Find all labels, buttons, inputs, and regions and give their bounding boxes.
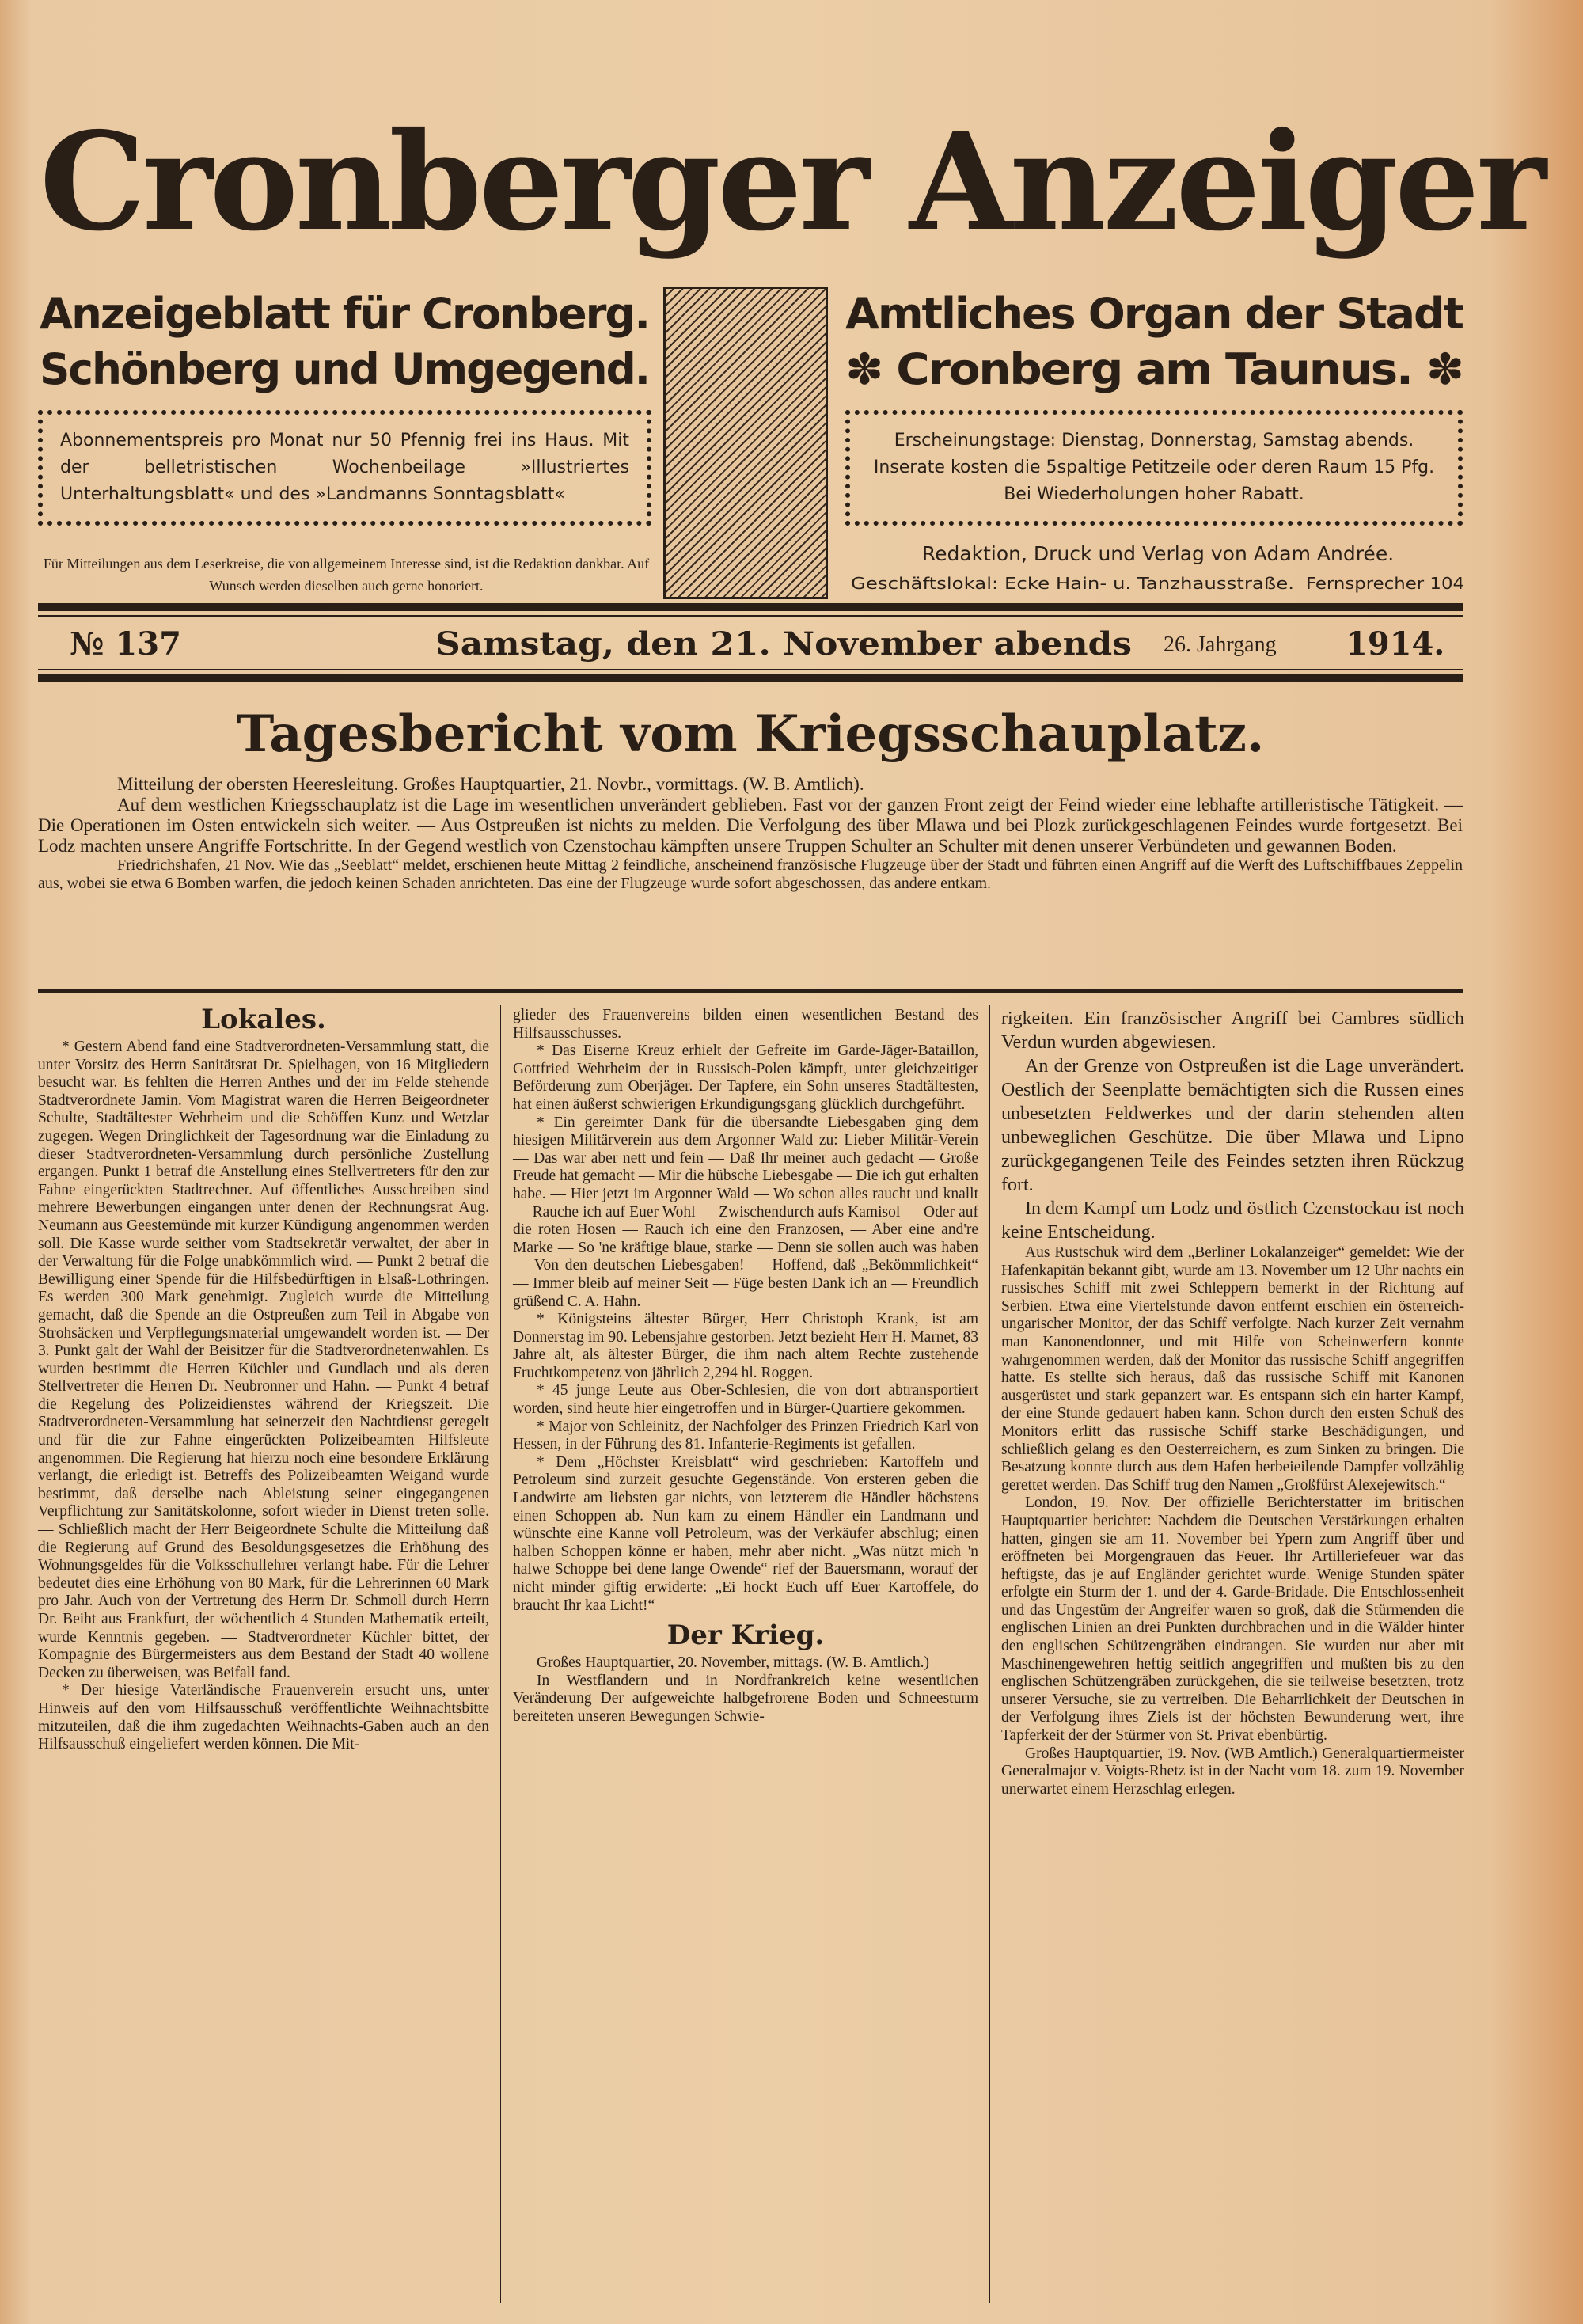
article: * Dem „Höchster Kreisblatt“ wird geschrieben: Kartoffeln und Petroleum sind zurzeit gesuchte Gegenstände. Von ersteren geben die Landwirte am liebsten gar nichts, von letzterem die Händler höchstens einen Schoppen ab. Nun kam zu einem Händler ein Landmann und wünschte eine Kanne voll Petroleum, was der Verkäufer abschlug; einen halben Schoppen könne er haben, mehr aber nicht. „Was nützt mich 'n halwe Schoppe bei dene lange Owende“ rief der Bauersmann, worauf der nicht minder giftig erwiderte: „Ei hockt Euch uff Euer Kartoffele, do braucht Ihr kaa Licht!“ (513, 1453, 978, 1614)
article: * 45 junge Leute aus Ober-Schlesien, die von dort abtransportiert worden, sind heute hier eingetroffen und in Bürger-Quartiere gekommen. (513, 1382, 978, 1418)
reader-note: Für Mitteilungen aus dem Leserkreise, die von allgemeinem Interesse sind, ist die Redaktion dankbar. Auf Wunsch werden dieselben auch gerne honoriert. (43, 556, 650, 594)
issue-rule (38, 674, 1463, 682)
article: An der Grenze von Ostpreußen ist die Lage unverändert. Oestlich der Seenplatte bemächtigten sich die Russen eines unbesetzten Feldwerkes und der darin stehenden alten unbeweglichen Geschütze. Die über Mlawa und Lipno zurückgegangenen Teile des Feindes setzten ihren Rückzug fort. (1001, 1056, 1464, 1195)
office-address: Geschäftslokal: Ecke Hain- u. Tanzhausstraße. (851, 574, 1294, 593)
report-intro: Mitteilung der obersten Heeresleitung. Großes Hauptquartier, 21. Novbr., vormittags. (W. B. Amtlich). (117, 774, 864, 794)
report-headline: Tagesbericht vom Kriegsschauplatz. (236, 704, 1265, 764)
article: In Westflandern und in Nordfrankreich keine wesentlichen Veränderung Der aufgeweichte halbgefrorene Boden und Schneesturm bereiteten unseren Bewegungen Schwie- (513, 1672, 978, 1725)
issue-number: № 137 (70, 625, 181, 663)
section-heading-krieg: Der Krieg. (666, 1620, 825, 1652)
issue-thin-rule (38, 669, 1463, 670)
top-rule (38, 603, 1463, 611)
column-divider (989, 1005, 990, 2303)
issue-date: Samstag, den 21. November abends (435, 625, 1132, 663)
article: Großes Hauptquartier, 20. November, mittags. (W. B. Amtlich.) (537, 1654, 929, 1672)
section-heading-lokales: Lokales. (201, 1004, 326, 1035)
article: * Der hiesige Vaterländische Frauenverein ersucht uns, unter Hinweis auf den vom Hilfsausschuß veröffentlichte Weihnachtsbitte mitzuteilen, daß die ihm zugedachten Weihnachts-Gaben auch an den Hilfsausschuß eingeliefert werden können. Die Mit- (38, 1682, 489, 1753)
column-right (1001, 1007, 1464, 1798)
phone-number: Fernsprecher 104 (1306, 574, 1464, 593)
article: Aus Rustschuk wird dem „Berliner Lokalanzeiger“ gemeldet: Wie der Hafenkapitän bekannt gibt, wurde am 13. November um 12 Uhr nachts ein russisches Schiff mit zwei Schleppern bemerkt in der Richtung auf Serbien. Etwa eine Viertelstunde davon entfernt erschien ein österreich-ungarischer Monitor, der das Schiff verfolgte. Nach kurzer Zeit vernahm man Kanonendonner, und mit Hilfe von Scheinwerfern konnte wahrgenommen werden, daß der Monitor das russische Schiff angegriffen hatte. Es stellte sich heraus, daß das russische Schiff mit Kanonen ausgerüstet und stark gepanzert war. Es entspann sich ein harter Kampf, der eine Stunde gedauert haben kann. Schon durch den ersten Schuß des Monitors erlitt das russische Schiff starke Beschädigungen, und schließlich gelang es den Oesterreichern, es zum Sinken zu bringen. Die Besatzung konnte durch aus dem Hafen herbeieilende Dampfer vollzählig gerettet werden. Das Schiff trug den Namen „Großfürst Alexejewitsch.“ (1001, 1244, 1464, 1494)
article: * Gestern Abend fand eine Stadtverordneten-Versammlung statt, die unter Vorsitz des Herrn Sanitätsrat Dr. Spielhagen, von 16 Mitgliedern besucht war. Es fehlten die Herren Anthes und der im Felde stehende Stadtverordnete Jamin. Vom Magistrat waren die Herren Beigeordneter Schulte, Stadtältester Wehrheim und die Schöffen Kunz und Wetzlar zugegen. Wegen Dringlichkeit der Tagesordnung war die Einladung zu dieser Stadtverordneten-Versammlung durch persönliche Zustellung ergangen. Punkt 1 betraf die Anstellung eines Stellvertreters für den zur Fahne eingerückten Stadtrechner. Auf öffentliches Ausschreiben sind mehrere Bewerbungen eingangen unter denen der Rechnungsrat Aug. Neumann aus Geestemünde mit kurzer Kündigung angenommen werden soll. Die Kasse wurde seither vom Stadtsekretär verwaltet, der aber in der Verwaltung für die Folge unabkömmlich wird. — Punkt 2 betraf die Bewilligung einer Spende für die Hilfsbedürftigen in Elsaß-Lothringen. Es werden 300 Mark genehmigt. Zugleich wurde die Mitteilung gemacht, daß die Spende an die Ostpreußen zum Teil in Abgabe von Strohsäcken und Verpflegungsmaterial umgewandelt worden ist. — Der 3. Punkt galt der Wahl der Beisitzer für die Stadtverordnetenwahlen. Es wurden bestimmt die Herren Küchler und Gundlach und als deren Stellvertreter die Herren Dr. Neubronner und Hahn. — Punkt 4 betraf die Regelung des Polizeidienstes während der Kriegszeit. Die Stadtverordneten-Versammlung hat seinerzeit den Nachtdienst geregelt und für die zur Fahne eingerückten Polizeibeamten Hilfsleute angenommen. Die Regierung hat hierzu noch eine besondere Erklärung verlangt, die erledigt ist. Betreffs des Polizeibeamten Weigand wurde bestimmt, daß derselbe nach Ableistung seiner eingegangenen Verpflichtung zur Sanitätskolonne, sofort wieder in Dienst treten solle. — Schließlich macht der Herr Beigeordnete Schulte die Mitteilung daß die Regierung auf Grund des Besoldungsgesetzes die Erhöhung des Wohnungsgeldes für die Volksschullehrer verlangt habe. Für die Lehrer bedeutet dies eine Erhöhung von 80 Mark, für die Lehrerinnen 60 Mark pro Jahr. Auch von der Vertretung des Herrn Dr. Schmoll durch Herrn Dr. Beiht aus Frankfurt, der wöchentlich 4 Stunden Mathematik erteilt, wurde Kenntnis gegeben. — Stadtverordneter Küchler bittet, der Kompagnie des Bürgermeisters aus dem Bestand der Stadt 40 wollene Decken zu überweisen, was Beifall fand. (38, 1039, 489, 1681)
subtitle-right-1: Amtliches Organ der Stadt (845, 289, 1463, 339)
article: * Major von Schleinitz, der Nachfolger des Prinzen Friedrich Karl von Hessen, in der Führung des 81. Infanterie-Regiments ist gefallen. (513, 1418, 978, 1453)
publication-info-box: Erscheinungstage: Dienstag, Donnerstag, Samstag abends. Inserate kosten die 5spaltige Petitzeile oder deren Raum 15 Pfg. Bei Wiederholungen hoher Rabatt. (845, 410, 1463, 526)
article: glieder des Frauenvereins bilden einen wesentlichen Bestand des Hilfsausschusses. (513, 1007, 978, 1042)
subscription-box: Abonnementspreis pro Monat nur 50 Pfennig frei ins Haus. Mit der belletristischen Wochenbeilage »Illustriertes Unterhaltungsblatt« und des »Landmanns Sonntagsblatt« (38, 410, 651, 526)
article: * Königsteins ältester Bürger, Herr Christoph Krank, ist am Donnerstag im 90. Lebensjahre gestorben. Jetzt bezieht Herr H. Marnet, 83 Jahre alt, als ältester Bürger, die ihm nach altem Rechte zustehende Fruchtkompetenz von jährlich 2,294 hl. Roggen. (513, 1311, 978, 1381)
subtitle-left-1: Anzeigeblatt für Cronberg. (40, 289, 649, 339)
year: 1914. (1346, 625, 1445, 663)
article: Großes Hauptquartier, 19. Nov. (WB Amtlich.) Generalquartiermeister Generalmajor v. Voigts-Rhetz ist in der Nacht vom 18. zum 19. November unerwartet einem Herzschlag erlegen. (1001, 1745, 1464, 1798)
report-paragraph: Auf dem westlichen Kriegsschauplatz ist die Lage im wesentlichen unverändert geblieben. Fast vor der ganzen Front zeigt der Feind wieder eine lebhafte artilleristische Tätigkeit. — Die Operationen im Osten entwickeln sich weiter. — Aus Ostpreußen ist nichts zu melden. Die Verfolgung des über Mlawa und bei Plozk zurückgeschlagenen Feindes wurde fortgesetzt. Bei Lodz machten unsere Angriffe Fortschritte. In der Gegend westlich von Czenstochau kämpften unsere Truppen Schulter an Schulter mit denen unserer Verbündeten und gewannen Boden. (38, 795, 1463, 856)
subtitle-right-2: ✽ Cronberg am Taunus. ✽ (845, 344, 1463, 394)
top-thin-rule (38, 615, 1463, 617)
article: rigkeiten. Ein französischer Angriff bei Cambres südlich Verdun wurden abgewiesen. (1001, 1008, 1464, 1053)
subtitle-left-2: Schönberg und Umgegend. (40, 344, 649, 394)
column-divider (500, 1005, 501, 2303)
masthead-title: Cronberger Anzeiger (40, 103, 1543, 261)
town-tower-emblem (663, 287, 828, 599)
article: * Ein gereimter Dank für die übersandte Liebesgaben ging dem hiesigen Militärverein aus dem Argonner Wald zu: Lieber Militär-Verein — Das war aber nett und fein — Daß Ihr meiner auch gedacht — Große Freude hat gemacht — Mir die hübsche Liebesgabe — Die ich gut erhalten habe. — Hier jetzt im Argonner Wald — Wo schon alles raucht und knallt — Rauche ich auf Euer Wohl — Zwischendurch aufs Kamisol — Oder auf die roten Hosen — Rauch ich eine den Franzosen, — Aber eine and're Marke — So 'ne kräftige blaue, starke — Denn sie sollen auch was haben — Von den deutschen Liebesgaben! — Hoffend, daß „Bekömmlichkeit“ — Immer bleib auf meiner Seit — Füge besten Dank ich an — Freundlich grüßend C. A. Hahn. (513, 1114, 978, 1310)
publisher-line: Redaktion, Druck und Verlag von Adam Andrée. (921, 542, 1395, 565)
column-middle (513, 1007, 978, 1726)
report-paragraph: Friedrichshafen, 21 Nov. Wie das „Seeblatt“ meldet, erschienen heute Mittag 2 feindliche, anscheinend französische Flugzeuge über der Stadt und führten einen Angriff auf die Werft des Luftschiffbaues Zeppelin aus, wobei sie etwa 6 Bomben warfen, die jedoch keinen Schaden anrichteten. Das eine der Flugzeuge wurde sofort abgeschossen, das andere entkam. (38, 856, 1463, 892)
article: In dem Kampf um Lodz und östlich Czenstockau ist noch keine Entscheidung. (1001, 1198, 1464, 1243)
article: London, 19. Nov. Der offizielle Berichterstatter im britischen Hauptquartier berichtet: Nachdem die Deutschen Verstärkungen erhalten hatten, gingen sie am 11. November bei Ypern zum Angriff über und eröffneten bei Morgengrauen das Feuer. Ihr Artilleriefeuer war das heftigste, das je auf Engländer gerichtet wurde. Wenige Stunden später erfolgte ein Sturm der 1. und der 4. Garde-Bridade. Die Entschlossenheit und das Ungestüm der Angreifer waren so groß, daß die Stürmenden die englischen Linien an drei Punkten durchbrachen und in die Wälder hinter den englischen Schützengräben eindrangen. Sie wurden nur aber mit Maschinengewehren heftig seitlich angegriffen und mußten bis zu den englischen Schützengräben zurückgehen, die sie teilweise besetzten, trotz unserer Versuche, sie zu vertreiben. Die Beharrlichkeit der Deutschen in der Verfolgung ihres Ziels ist der höchsten Bewunderung wert, ihre Tapferkeit der der Stürmer von St. Privat ebenbürtig. (1001, 1494, 1464, 1745)
report-rule (38, 989, 1463, 993)
report-body (38, 774, 1463, 893)
column-lokales (38, 1004, 489, 1754)
article: * Das Eiserne Kreuz erhielt der Gefreite im Garde-Jäger-Bataillon, Gottfried Wehrheim der in Russisch-Polen kämpft, unter gleichzeitiger Beförderung zum Oberjäger. Der Tapfere, ein Sohn unseres Stadtältesten, hat einen äußerst schwierigen Erkundigungsgang glücklich durchgeführt. (513, 1042, 978, 1113)
volume: 26. Jahrgang (1164, 632, 1277, 657)
